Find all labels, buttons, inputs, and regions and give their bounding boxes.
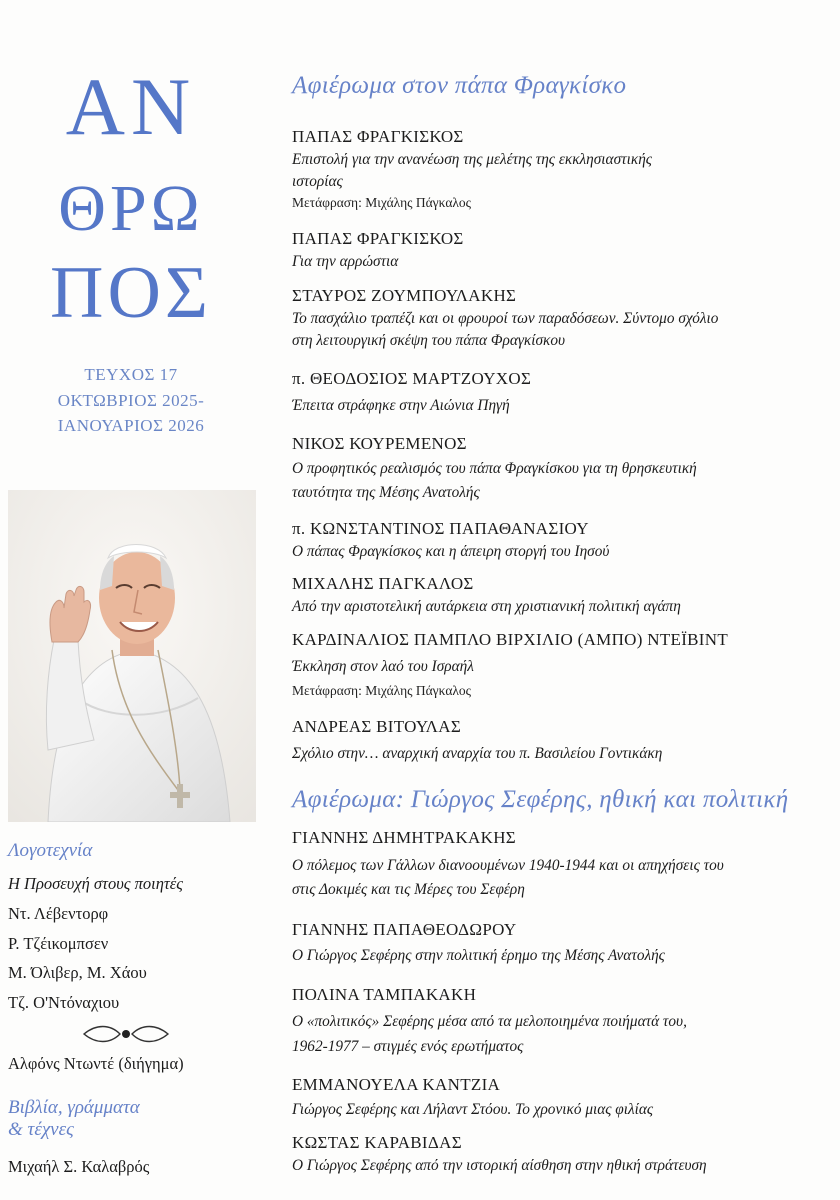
literature-item: Ρ. Τζέικομπσεν <box>8 934 109 953</box>
entry-title: Το πασχάλιο τραπέζι και οι φρουροί των παραδόσεων. Σύντομο σχόλιο <box>292 310 719 327</box>
masthead-line-3: ΠΟΣ <box>50 252 212 334</box>
entry-author: ΝΙΚΟΣ ΚΟΥΡΕΜΕΝΟΣ <box>292 434 467 453</box>
entry-title: Γιώργος Σεφέρης και Λήλαντ Στόου. Το χρονικό μιας φιλίας <box>292 1101 654 1118</box>
entry-title-cont: ταυτότητα της Μέσης Ανατολής <box>292 484 480 501</box>
pope-photo <box>8 490 256 822</box>
section-heading-pope-francis: Αφιέρωμα στον πάπα Φραγκίσκο <box>292 72 627 99</box>
ornament-divider-icon <box>76 1022 176 1046</box>
entry-author: ΕΜΜΑΝΟΥΕΛΑ ΚΑΝΤΖΙΑ <box>292 1075 501 1094</box>
books-item: Μιχαήλ Σ. Καλαβρός <box>8 1157 150 1176</box>
literature-item: Ντ. Λέβεντορφ <box>8 904 109 923</box>
entry-author: π. ΚΩΝΣΤΑΝΤΙΝΟΣ ΠΑΠΑΘΑΝΑΣΙΟΥ <box>292 519 589 538</box>
entry-title: Έπειτα στράφηκε στην Αιώνια Πηγή <box>292 397 510 414</box>
literature-item: Η Προσευχή στους ποιητές <box>8 874 183 893</box>
entry-title: Ο πάπας Φραγκίσκος και η άπειρη στοργή του Ιησού <box>292 543 610 560</box>
issue-period-start: ΟΚΤΩΒΡΙΟΣ 2025- <box>57 391 205 410</box>
entry-author: ΜΙΧΑΛΗΣ ΠΑΓΚΑΛΟΣ <box>292 574 474 593</box>
short-story-item: Αλφόνς Ντωντέ (διήγημα) <box>8 1054 184 1073</box>
entry-translation: Μετάφραση: Μιχάλης Πάγκαλος <box>292 683 472 698</box>
entry-author: ΚΩΣΤΑΣ ΚΑΡΑΒΙΔΑΣ <box>292 1133 462 1152</box>
literature-item: Τζ. Ο'Ντόναχιου <box>8 993 120 1012</box>
entry-title: Ο «πολιτικός» Σεφέρης μέσα από τα μελοποιημένα ποιήματά του, <box>292 1013 687 1030</box>
literature-heading: Λογοτεχνία <box>8 840 93 861</box>
entry-author: ΓΙΑΝΝΗΣ ΔΗΜΗΤΡΑΚΑΚΗΣ <box>292 828 516 847</box>
entry-title: Ο Γιώργος Σεφέρης από την ιστορική αίσθηση στην ηθική στράτευση <box>292 1157 707 1174</box>
entry-title: Από την αριστοτελική αυτάρκεια στη χριστιανική πολιτική αγάπη <box>292 598 681 615</box>
issue-period-end: ΙΑΝΟΥΑΡΙΟΣ 2026 <box>57 416 205 435</box>
entry-author: ΠΟΛΙΝΑ ΤΑΜΠΑΚΑΚΗ <box>292 985 477 1004</box>
entry-author: ΚΑΡΔΙΝΑΛΙΟΣ ΠΑΜΠΛΟ ΒΙΡΧΙΛΙΟ (ΑΜΠΟ) ΝΤΕΪΒΙΝΤ <box>292 630 729 649</box>
entry-title-cont: 1962-1977 – στιγμές ενός ερωτήματος <box>292 1038 524 1055</box>
entry-title: Επιστολή για την ανανέωση της μελέτης της εκκλησιαστικής <box>292 151 652 168</box>
entry-title: Έκκληση στον λαό του Ισραήλ <box>292 658 474 675</box>
masthead-line-1: ΑΝ <box>65 61 197 152</box>
masthead-line-2: ΘΡΩ <box>58 172 204 245</box>
books-heading-line1: Βιβλία, γράμματα <box>8 1097 140 1118</box>
entry-title-cont: στις Δοκιμές και τις Μέρες του Σεφέρη <box>292 881 525 898</box>
entry-title-cont: στη λειτουργική σκέψη του πάπα Φραγκίσκου <box>292 332 566 349</box>
issue-number: ΤΕΥΧΟΣ 17 <box>84 365 178 384</box>
entry-author: ΑΝΔΡΕΑΣ ΒΙΤΟΥΛΑΣ <box>292 717 462 736</box>
entry-title: Ο πόλεμος των Γάλλων διανοουμένων 1940-1944 και οι απηχήσεις του <box>292 857 724 874</box>
pope-portrait-image <box>8 490 256 822</box>
entry-author: ΠΑΠΑΣ ΦΡΑΓΚΙΣΚΟΣ <box>292 229 464 248</box>
entry-author: ΠΑΠΑΣ ΦΡΑΓΚΙΣΚΟΣ <box>292 127 464 146</box>
entry-author: π. ΘΕΟΔΟΣΙΟΣ ΜΑΡΤΖΟΥΧΟΣ <box>292 369 532 388</box>
entry-author: ΓΙΑΝΝΗΣ ΠΑΠΑΘΕΟΔΩΡΟΥ <box>292 920 517 939</box>
entry-title: Ο Γιώργος Σεφέρης στην πολιτική έρημο της Μέσης Ανατολής <box>292 947 665 964</box>
books-heading-line2: & τέχνες <box>8 1119 74 1140</box>
entry-title: Για την αρρώστια <box>292 253 399 270</box>
entry-title: Σχόλιο στην… αναρχική αναρχία του π. Βασιλείου Γοντικάκη <box>292 745 663 762</box>
entry-title: Ο προφητικός ρεαλισμός του πάπα Φραγκίσκου για τη θρησκευτική <box>292 460 697 477</box>
entry-title-cont: ιστορίας <box>292 173 343 190</box>
literature-item: Μ. Όλιβερ, Μ. Χάου <box>8 963 147 982</box>
section-heading-seferis: Αφιέρωμα: Γιώργος Σεφέρης, ηθική και πολιτική <box>292 786 789 813</box>
entry-translation: Μετάφραση: Μιχάλης Πάγκαλος <box>292 195 472 210</box>
entry-author: ΣΤΑΥΡΟΣ ΖΟΥΜΠΟΥΛΑΚΗΣ <box>292 286 517 305</box>
